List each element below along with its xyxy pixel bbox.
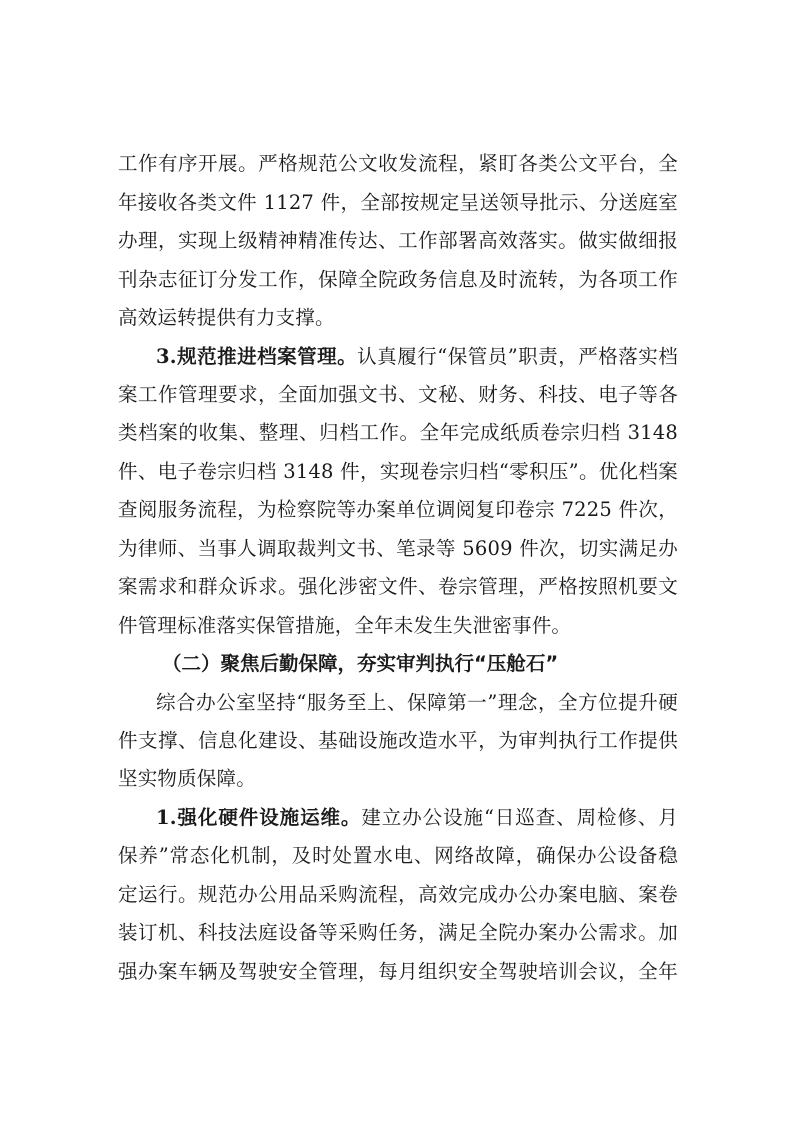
para1-line-5: 高效运转提供有力支撑。 (118, 306, 335, 329)
para1-line-3: 办理，实现上级精神精准传达、工作部署高效落实。做实做细报 (118, 229, 678, 252)
para2-title: 3.规范推进档案管理。 (156, 345, 358, 368)
para2-line-3: 类档案的收集、整理、归档工作。全年完成纸质卷宗归档 3148 (118, 421, 678, 444)
para1-line-1: 工作有序开展。严格规范公文收发流程，紧盯各类公文平台，全 (118, 152, 678, 175)
para3-line-3: 坚实物质保障。 (118, 767, 256, 790)
para4-line-5: 强办案车辆及驾驶安全管理，每月组织安全驾驶培训会议，全年 (118, 960, 678, 983)
para2-line-4: 件、电子卷宗归档 3148 件，实现卷宗归档“零积压”。优化档案 (118, 460, 678, 483)
para2-line-1 (156, 345, 678, 369)
para4-line-1 (156, 806, 678, 830)
section-heading: （二）聚焦后勤保障，夯实审判执行“压舱石” (162, 652, 559, 675)
para4-first-rest: 建立办公设施“日巡查、周检修、月 (361, 806, 679, 829)
para2-line-7: 案需求和群众诉求。强化涉密文件、卷宗管理，严格按照机要文 (118, 575, 678, 598)
para4-line-4: 装订机、科技法庭设备等采购任务，满足全院办案办公需求。加 (118, 921, 678, 944)
para2-line-2: 案工作管理要求，全面加强文书、文秘、财务、科技、电子等各 (118, 383, 678, 406)
para2-line-5: 查阅服务流程，为检察院等办案单位调阅复印卷宗 7225 件次， (118, 498, 678, 521)
para2-line-6: 为律师、当事人调取裁判文书、笔录等 5609 件次，切实满足办 (118, 537, 678, 560)
para1-line-2: 年接收各类文件 1127 件，全部按规定呈送领导批示、分送庭室 (118, 191, 678, 214)
para3-line-1: 综合办公室坚持“服务至上、保障第一”理念，全方位提升硬 (156, 691, 678, 714)
para1-line-4: 刊杂志征订分发工作，保障全院政务信息及时流转，为各项工作 (118, 268, 678, 291)
para2-first-rest: 认真履行“保管员”职责，严格落实档 (357, 345, 678, 368)
para2-line-8: 件管理标准落实保管措施，全年未发生失泄密事件。 (118, 614, 572, 637)
para3-line-2: 件支撑、信息化建设、基础设施改造水平，为审判执行工作提供 (118, 729, 678, 752)
para4-line-3: 定运行。规范办公用品采购流程，高效完成办公办案电脑、案卷 (118, 883, 678, 906)
para4-title: 1.强化硬件设施运维。 (156, 806, 362, 829)
para4-line-2: 保养”常态化机制，及时处置水电、网络故障，确保办公设备稳 (118, 844, 678, 867)
